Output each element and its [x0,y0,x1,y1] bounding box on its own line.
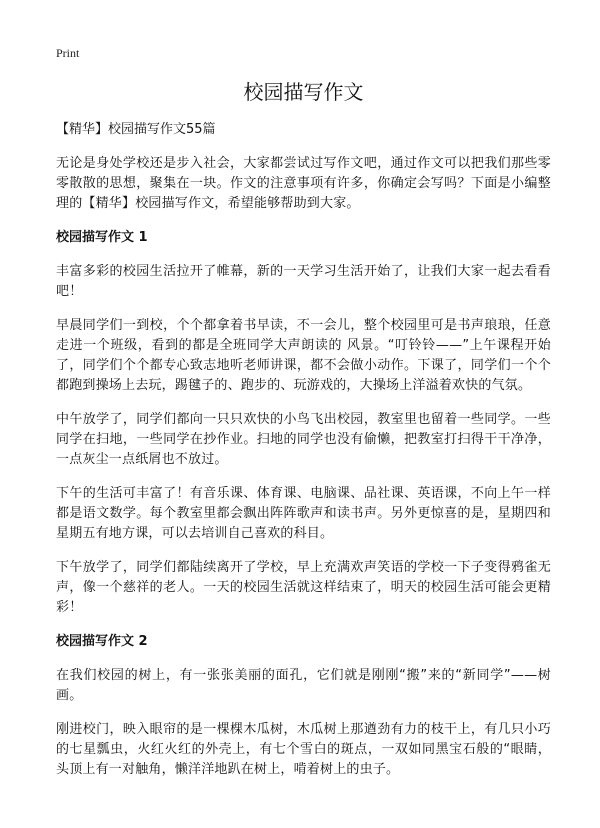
section-heading-2: 校园描写作文 2 [56,634,148,649]
section-1-paragraph: 中午放学了，同学们都向一只只欢快的小鸟飞出校园，教室里也留着一些同学。一些同学在扫地，一些同学在抄作业。扫地的同学也没有偷懒，把教室打扫得干干净净，一点灰尘一点纸屑也不放过。 [56,412,551,467]
section-1-paragraph: 下午的生活可丰富了！有音乐课、体育课、电脑课、品社课、英语课，不向上午一样都是语文数学。每个教室里都会飘出阵阵歌声和读书声。另外更惊喜的是，星期四和星期五有地方课，可以去培训自己喜欢的科目。 [56,486,551,541]
section-2-paragraph: 刚进校门，映入眼帘的是一棵棵木瓜树，木瓜树上那遒劲有力的枝干上，有几只小巧的七星瓢虫，火红火红的外壳上，有七个雪白的斑点，一双如同黑宝石般的“眼睛，头顶上有一对触角，懒洋洋地趴在树上，啃着树上的虫子。 [56,722,551,777]
section-2-paragraph: 在我们校园的树上，有一张张美丽的面孔，它们就是刚刚“搬”来的“新同学”——树画。 [56,668,551,703]
section-1-paragraph: 早晨同学们一到校，个个都拿着书早读，不一会儿，整个校园里可是书声琅琅，任意走进一个班级，看到的都是全班同学大声朗读的 风景。“叮铃铃——”上午课程开始了，同学们个个都专心致志地听老师讲课，都不会做小动作。下课了，同学们一个个都跑到操场上去玩，踢毽子的、跑步的、玩游戏的，大操场上洋溢着欢快的气氛。 [56,318,551,393]
section-heading-1: 校园描写作文 1 [56,230,148,245]
section-1-paragraph: 下午放学了，同学们都陆续离开了学校，早上充满欢声笑语的学校一下子变得鸦雀无声，像一个慈祥的老人。一天的校园生活就这样结束了，明天的校园生活可能会更精彩！ [56,560,551,615]
document-body [56,78,551,794]
document-title: 校园描写作文 [243,80,364,104]
section-1-paragraph: 丰富多彩的校园生活拉开了帷幕，新的一天学习生活开始了，让我们大家一起去看看吧！ [56,264,551,299]
document-subtitle: 【精华】校园描写作文55篇 [56,122,216,137]
intro-paragraph: 无论是身处学校还是步入社会，大家都尝试过写作文吧，通过作文可以把我们那些零零散散的思想，聚集在一块。作文的注意事项有许多，你确定会写吗？下面是小编整理的【精华】校园描写作文，希望能够帮助到大家。 [56,156,551,211]
print-link[interactable]: Print [56,46,80,60]
